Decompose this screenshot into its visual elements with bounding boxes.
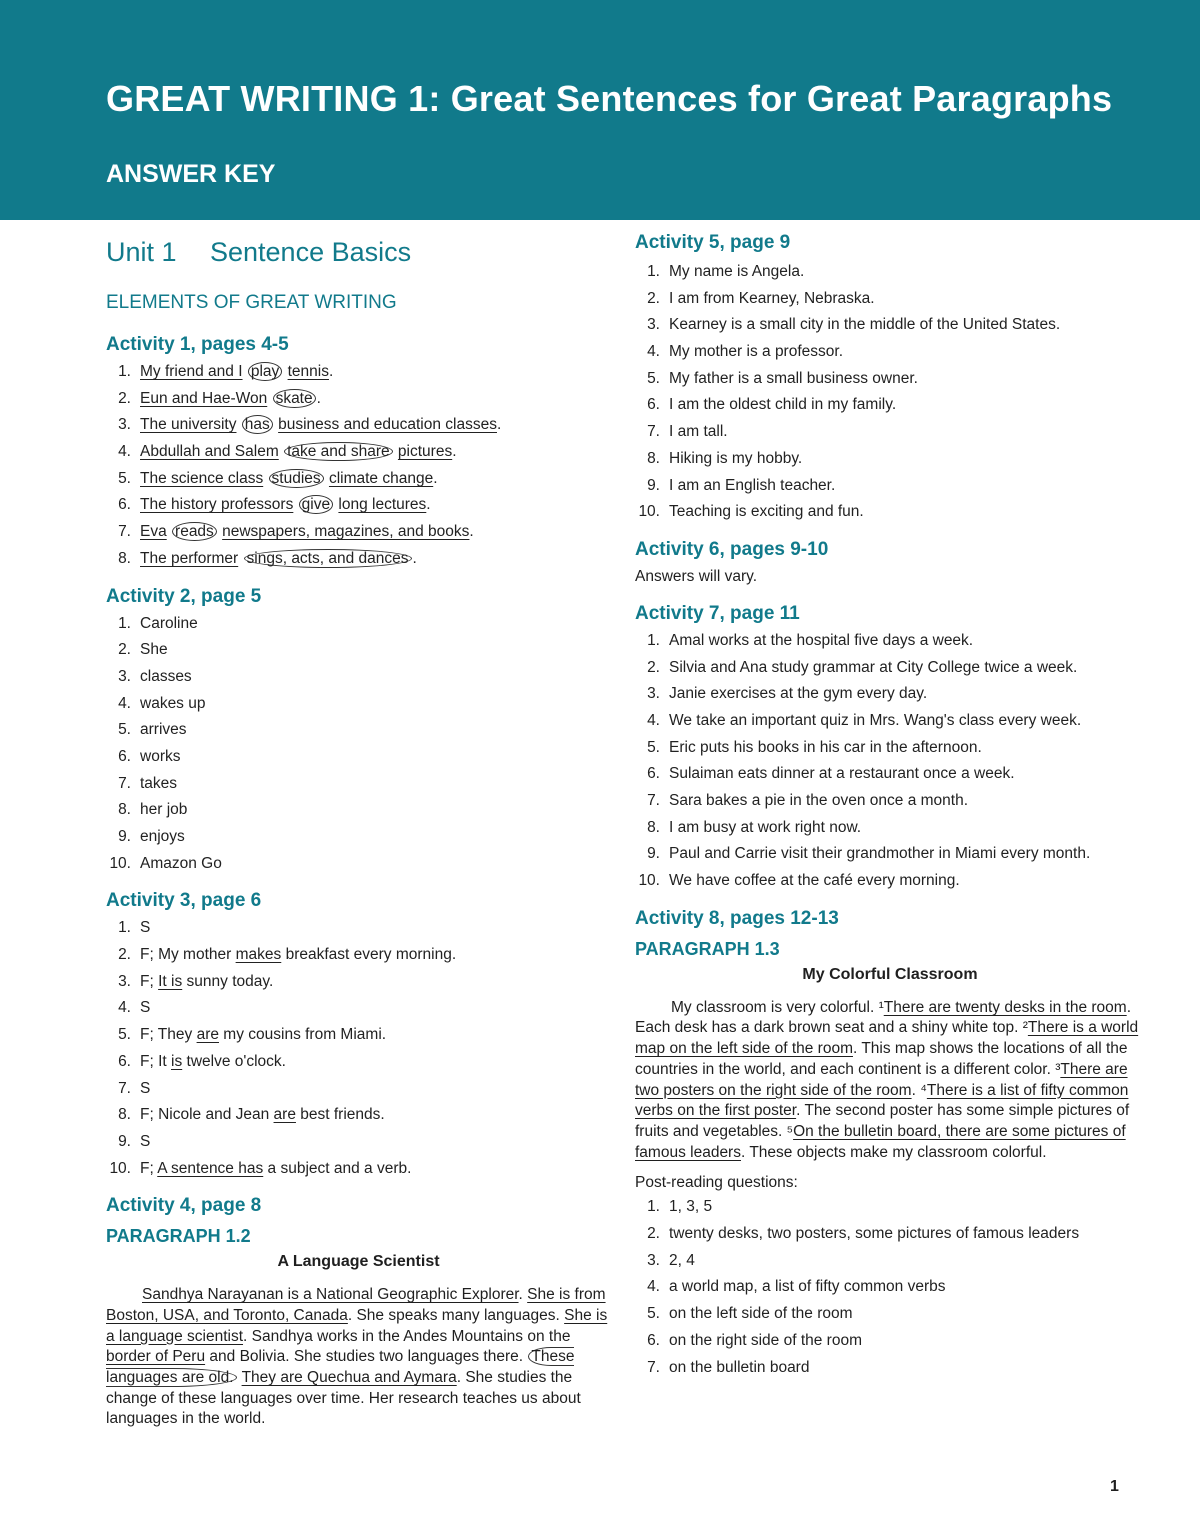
list-item: 5. F; They are my cousins from Miami.: [118, 1026, 387, 1044]
list-item: 2. I am from Kearney, Nebraska.: [647, 289, 875, 307]
list-item: 2. Eun and Hae-Won skate .: [118, 389, 321, 407]
list-item: 4. My mother is a professor.: [647, 343, 844, 361]
list-item: 8. I am busy at work right now.: [647, 818, 862, 836]
list-item: 3. 2, 4: [647, 1251, 695, 1269]
activity-1-list: [106, 362, 611, 576]
activity-1-heading: Activity 1, pages 4-5: [106, 334, 289, 355]
unit-number: Unit 1: [106, 237, 177, 267]
activity-3-list: [106, 918, 611, 1185]
list-item: 2. twenty desks, two posters, some pictures of famous leaders: [647, 1225, 1080, 1243]
list-item: 7. Eva reads newspapers, magazines, and books.: [118, 523, 474, 541]
list-item: 8. her job: [118, 801, 188, 819]
paragraph-1-3-label: PARAGRAPH 1.3: [635, 938, 780, 959]
activity-6-heading: Activity 6, pages 9-10: [635, 538, 829, 560]
list-item: 2. She: [118, 641, 168, 659]
paragraph-1-2-text: Sandhya Narayanan is a National Geographic Explorer. She is from Boston, USA, and Toronto, Canada. She speaks many languages. She is a language scientist. Sandhya works in the Andes Mountains on the border of Peru and Bolivia. She studies two languages there. These languages are old. They are Quechua and Aymara. She studies the change of these languages over time. Her research teaches us about languages in the world.: [106, 1286, 608, 1428]
list-item: 9. I am an English teacher.: [647, 476, 836, 494]
list-item: 7. takes: [118, 774, 178, 792]
page-header-band: [0, 0, 1200, 220]
activity-8-heading: Activity 8, pages 12-13: [635, 907, 839, 929]
list-item: 10. Teaching is exciting and fun.: [638, 503, 864, 521]
list-item: 6. works: [118, 747, 181, 765]
list-item: 4. Abdullah and Salem take and share pictures.: [118, 443, 457, 461]
paragraph-1-2-title: A Language Scientist: [277, 1253, 440, 1271]
page-number: 1: [1110, 1478, 1119, 1495]
list-item: 1. My friend and I play tennis.: [118, 363, 334, 380]
list-item: 10. F; A sentence has a subject and a verb.: [109, 1159, 412, 1177]
activity-7-heading: Activity 7, page 11: [635, 602, 800, 624]
list-item: 6. F; It is twelve o'clock.: [118, 1052, 286, 1070]
list-item: 3. The university has business and education classes.: [118, 416, 502, 434]
post-reading-list: [635, 1197, 1145, 1384]
list-item: 5. arrives: [118, 721, 187, 739]
list-item: 4. wakes up: [118, 694, 206, 712]
list-item: 7. S: [118, 1079, 151, 1097]
left-column: [106, 230, 611, 1430]
list-item: 5. on the left side of the room: [647, 1305, 853, 1323]
activity-2-heading: Activity 2, page 5: [106, 585, 262, 607]
list-item: 5. The science class studies climate change.: [118, 469, 438, 487]
list-item: 1. Caroline: [118, 614, 198, 632]
list-item: 6. on the right side of the room: [647, 1331, 863, 1349]
activity-6-text: Answers will vary.: [635, 567, 758, 585]
list-item: 9. S: [118, 1132, 151, 1150]
list-item: 2. Silvia and Ana study grammar at City College twice a week.: [647, 658, 1078, 676]
list-item: 5. Eric puts his books in his car in the afternoon.: [647, 738, 982, 756]
list-item: 8. F; Nicole and Jean are best friends.: [118, 1106, 385, 1124]
list-item: 9. enjoys: [118, 828, 185, 845]
list-item: 3. Janie exercises at the gym every day.: [647, 685, 928, 703]
list-item: 3. classes: [118, 667, 192, 685]
section-heading: ELEMENTS OF GREAT WRITING: [106, 292, 397, 313]
list-item: 8. Hiking is my hobby.: [647, 449, 803, 467]
activity-3-heading: Activity 3, page 6: [106, 890, 262, 912]
post-reading-label: Post-reading questions:: [635, 1174, 798, 1192]
document-title: GREAT WRITING 1: Great Sentences for Great Paragraphs: [106, 78, 1113, 119]
list-item: 7. I am tall.: [647, 423, 728, 441]
activity-5-heading: Activity 5, page 9: [635, 232, 791, 253]
activity-5-list: [635, 262, 1145, 529]
list-item: 4. S: [118, 999, 151, 1017]
list-item: 1. 1, 3, 5: [647, 1198, 713, 1216]
list-item: 4. a world map, a list of fifty common verbs: [647, 1278, 946, 1296]
list-item: 10. We have coffee at the café every morning.: [638, 872, 960, 890]
activity-2-list: [106, 614, 611, 881]
document-subtitle: ANSWER KEY: [106, 160, 276, 188]
list-item: 9. Paul and Carrie visit their grandmother in Miami every month.: [647, 845, 1091, 863]
list-item: 2. F; My mother makes breakfast every morning.: [118, 946, 457, 964]
paragraph-1-2-label: PARAGRAPH 1.2: [106, 1226, 251, 1247]
list-item: 4. We take an important quiz in Mrs. Wang's class every week.: [647, 711, 1082, 729]
list-item: 3. F; It is sunny today.: [118, 972, 274, 990]
right-column: [635, 230, 1145, 1384]
list-item: 8. The performer sings, acts, and dances .: [118, 549, 417, 567]
activity-4-heading: Activity 4, page 8: [106, 1195, 262, 1217]
paragraph-1-3-title: My Colorful Classroom: [802, 965, 978, 983]
list-item: 6. Sulaiman eats dinner at a restaurant once a week.: [647, 765, 1015, 783]
list-item: 5. My father is a small business owner.: [647, 369, 918, 387]
list-item: 1. Amal works at the hospital five days a week.: [647, 631, 974, 649]
unit-heading: [106, 234, 611, 276]
unit-name: Sentence Basics: [210, 237, 412, 267]
activity-7-list: [635, 631, 1145, 898]
list-item: 1. S: [118, 919, 151, 937]
list-item: 7. on the bulletin board: [647, 1358, 810, 1376]
list-item: 1. My name is Angela.: [647, 263, 805, 280]
paragraph-1-3-text: My classroom is very colorful. ¹There are twenty desks in the room. Each desk has a dark brown seat and a shiny white top. ²There is a world map on the left side of the room. This map shows the locations of all the countries in the world, and each continent is a different color. ³There are two posters on the right side of the room. ⁴There is a list of fifty common verbs on the first poster. The second poster has some simple pictures of fruits and vegetables. ⁵On the bulletin board, there are some pictures of famous leaders. These objects make my classroom colorful.: [635, 998, 1139, 1161]
list-item: 6. The history professors give long lectures.: [118, 496, 431, 514]
list-item: 6. I am the oldest child in my family.: [647, 396, 897, 414]
list-item: 10. Amazon Go: [109, 854, 222, 872]
list-item: 3. Kearney is a small city in the middle of the United States.: [647, 316, 1061, 334]
list-item: 7. Sara bakes a pie in the oven once a month.: [647, 792, 969, 809]
